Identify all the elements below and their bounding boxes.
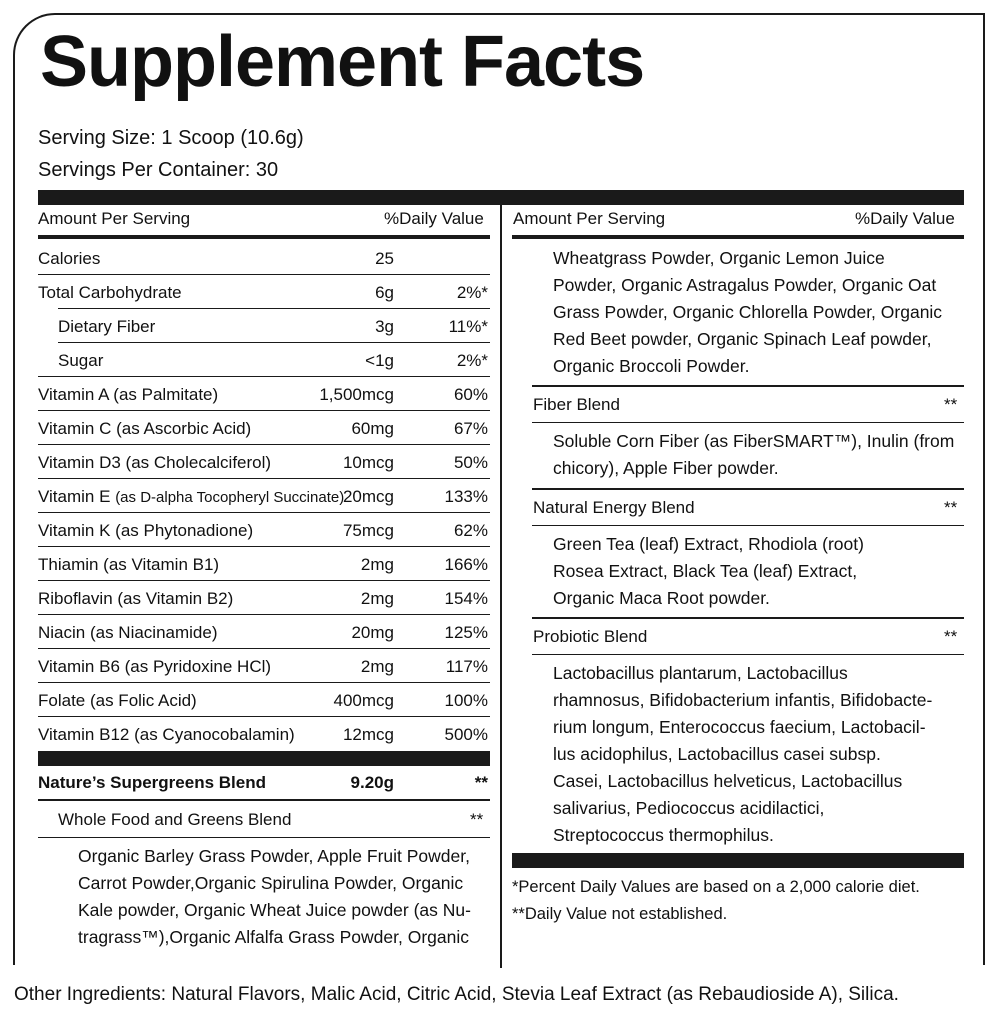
probiotic-top-rule <box>532 617 964 619</box>
nutrient-row-vitamin-b6 <box>38 649 490 683</box>
nutrient-row-vitamin-a <box>38 377 490 411</box>
footnote-percent-dv: *Percent Daily Values are based on a 2,000 calorie diet. <box>512 878 920 896</box>
text-line: salivarius, Pediococcus acidilactici, <box>553 798 825 818</box>
nutrient-dv: 67% <box>453 419 488 438</box>
nutrient-name: Vitamin A (as Palmitate) <box>38 385 219 404</box>
right-thick-rule <box>512 853 964 868</box>
nutrient-name: Vitamin E <box>38 487 111 506</box>
blend-dv: ** <box>474 773 488 792</box>
nutrient-name: Vitamin B12 (as Cyanocobalamin) <box>38 725 295 744</box>
servings-per-container: Servings Per Container: 30 <box>38 159 279 181</box>
nutrient-row-dietary-fiber <box>38 309 490 343</box>
nutrient-dv: 50% <box>453 453 488 472</box>
nutrient-name: Vitamin D3 (as Cholecalciferol) <box>38 453 272 472</box>
nutrient-dv: 11%* <box>448 317 488 336</box>
fiber-ingredients <box>553 428 954 482</box>
nutrient-dv: 62% <box>453 521 488 540</box>
blend-name: Nature’s Supergreens Blend <box>38 773 266 792</box>
nutrient-name: Niacin (as Niacinamide) <box>38 623 218 642</box>
nutrient-amount: 25 <box>375 249 394 268</box>
fiber-blend-name: Fiber Blend <box>533 395 620 414</box>
nutrient-name: Folate (as Folic Acid) <box>38 691 197 710</box>
energy-blend-dv: ** <box>944 498 958 517</box>
nutrient-row-riboflavin <box>38 581 490 615</box>
nutrient-dv: 100% <box>444 691 488 710</box>
nutrient-amount: 20mcg <box>342 487 394 506</box>
nutrient-name: Sugar <box>58 351 104 370</box>
nutrient-dv: 154% <box>444 589 488 608</box>
left-header-dv: %Daily Value <box>384 209 484 228</box>
nutrient-amount: <1g <box>365 351 394 370</box>
text-line: Lactobacillus plantarum, Lactobacillus <box>553 663 848 683</box>
whole-food-blend-name: Whole Food and Greens Blend <box>58 810 292 829</box>
right-header-dv: %Daily Value <box>855 209 955 228</box>
fiber-blend-dv: ** <box>944 395 958 414</box>
supergreens-blend-row <box>38 765 490 799</box>
panel-title: Supplement Facts <box>40 22 645 102</box>
nutrient-amount: 400mcg <box>333 691 394 710</box>
nutrient-amount: 12mcg <box>342 725 394 744</box>
nutrient-name: Vitamin B6 (as Pyridoxine HCl) <box>38 657 272 676</box>
fiber-top-rule <box>532 385 964 387</box>
text-line: Rosea Extract, Black Tea (leaf) Extract, <box>553 561 858 581</box>
text-line: Soluble Corn Fiber (as FiberSMART™), Inulin (from <box>553 431 955 451</box>
probiotic-ingredients <box>553 660 932 849</box>
nutrient-amount: 2mg <box>360 657 394 676</box>
text-line: Streptococcus thermophilus. <box>553 825 774 845</box>
right-header-rule <box>512 235 964 239</box>
probiotic-rule <box>532 654 964 655</box>
blend-amount: 9.20g <box>350 773 394 792</box>
nutrient-dv: 117% <box>445 657 488 676</box>
text-line: Grass Powder, Organic Chlorella Powder, Organic <box>553 302 943 322</box>
nutrient-amount: 20mg <box>351 623 394 642</box>
nutrient-dv: 2%* <box>456 351 488 370</box>
text-line: Organic Broccoli Powder. <box>553 356 750 376</box>
nutrient-row-sugar <box>38 343 490 377</box>
nutrient-row-vitamin-k <box>38 513 490 547</box>
nutrient-name: Riboflavin (as Vitamin B2) <box>38 589 234 608</box>
text-line: Organic Maca Root powder. <box>553 588 770 608</box>
nutrient-row-total-carbohydrate <box>38 275 490 309</box>
text-line: tragrass™),Organic Alfalfa Grass Powder, Organic <box>78 927 469 947</box>
fiber-rule <box>532 422 964 423</box>
nutrient-name: Vitamin C (as Ascorbic Acid) <box>38 419 252 438</box>
nutrient-dv: 2%* <box>456 283 488 302</box>
probiotic-blend-dv: ** <box>944 627 958 646</box>
nutrient-amount: 1,500mcg <box>319 385 394 404</box>
text-line: chicory), Apple Fiber powder. <box>553 458 779 478</box>
energy-rule <box>532 525 964 526</box>
serving-size: Serving Size: 1 Scoop (10.6g) <box>38 127 304 149</box>
text-line: Casei, Lactobacillus helveticus, Lactobacillus <box>553 771 903 791</box>
nutrient-name: Calories <box>38 249 101 268</box>
nutrient-dv: 166% <box>444 555 488 574</box>
whole-food-blend-dv: ** <box>470 810 484 829</box>
nutrient-dv: 125% <box>444 623 488 642</box>
nutrient-amount: 10mcg <box>342 453 394 472</box>
nutrient-name-group <box>38 487 344 507</box>
text-line: Red Beet powder, Organic Spinach Leaf powder, <box>553 329 932 349</box>
energy-blend-name: Natural Energy Blend <box>533 498 695 517</box>
text-line: Organic Barley Grass Powder, Apple Fruit Powder, <box>78 846 470 866</box>
energy-ingredients <box>553 531 864 612</box>
whole-food-ingredients <box>78 843 471 951</box>
nutrient-amount: 2mg <box>360 555 394 574</box>
text-line: rhamnosus, Bifidobacterium infantis, Bifidobacte- <box>553 690 933 710</box>
energy-top-rule <box>532 488 964 490</box>
nutrient-amount: 60mg <box>351 419 394 438</box>
right-header-amount: Amount Per Serving <box>513 209 666 228</box>
footnote-dv-not-established: **Daily Value not established. <box>512 905 728 923</box>
nutrient-amount: 75mcg <box>342 521 394 540</box>
top-thick-rule <box>38 190 964 205</box>
text-line: Wheatgrass Powder, Organic Lemon Juice <box>553 248 885 268</box>
nutrient-dv: 133% <box>444 487 488 506</box>
nutrient-row-calories <box>38 241 490 275</box>
nutrient-name: Vitamin K (as Phytonadione) <box>38 521 254 540</box>
nutrient-name-detail: (as D-alpha Tocopheryl Succinate) <box>115 489 345 506</box>
nutrient-amount: 6g <box>375 283 394 302</box>
nutrient-row-thiamin <box>38 547 490 581</box>
text-line: Kale powder, Organic Wheat Juice powder (as Nu- <box>78 900 471 920</box>
nutrient-row-vitamin-b12 <box>38 717 490 751</box>
whole-food-rule <box>38 837 490 838</box>
left-header-amount: Amount Per Serving <box>38 209 191 228</box>
other-ingredients: Other Ingredients: Natural Flavors, Malic Acid, Citric Acid, Stevia Leaf Extract (as Rebaudioside A), Silica. <box>14 984 899 1005</box>
nutrient-amount: 3g <box>375 317 394 336</box>
text-line: Powder, Organic Astragalus Powder, Organic Oat <box>553 275 937 295</box>
nutrient-row-vitamin-e <box>38 479 490 513</box>
nutrient-row-vitamin-c <box>38 411 490 445</box>
nutrient-name: Total Carbohydrate <box>38 283 182 302</box>
nutrient-name: Thiamin (as Vitamin B1) <box>38 555 220 574</box>
nutrient-row-folate <box>38 683 490 717</box>
probiotic-blend-name: Probiotic Blend <box>533 627 648 646</box>
left-thick-rule <box>38 751 490 766</box>
nutrient-dv: 500% <box>444 725 488 744</box>
column-divider <box>500 205 502 968</box>
whole-food-ingredients-continued <box>553 245 942 380</box>
text-line: Green Tea (leaf) Extract, Rhodiola (root) <box>553 534 864 554</box>
text-line: Carrot Powder,Organic Spirulina Powder, Organic <box>78 873 464 893</box>
blend-rule <box>38 799 490 801</box>
text-line: lus acidophilus, Lactobacillus casei subsp. <box>553 744 881 764</box>
text-line: rium longum, Enterococcus faecium, Lactobacil- <box>553 717 926 737</box>
nutrient-name: Dietary Fiber <box>58 317 156 336</box>
nutrient-amount: 2mg <box>360 589 394 608</box>
nutrient-row-vitamin-d3 <box>38 445 490 479</box>
nutrient-row-niacin <box>38 615 490 649</box>
left-header-rule <box>38 235 490 239</box>
nutrient-dv: 60% <box>453 385 488 404</box>
